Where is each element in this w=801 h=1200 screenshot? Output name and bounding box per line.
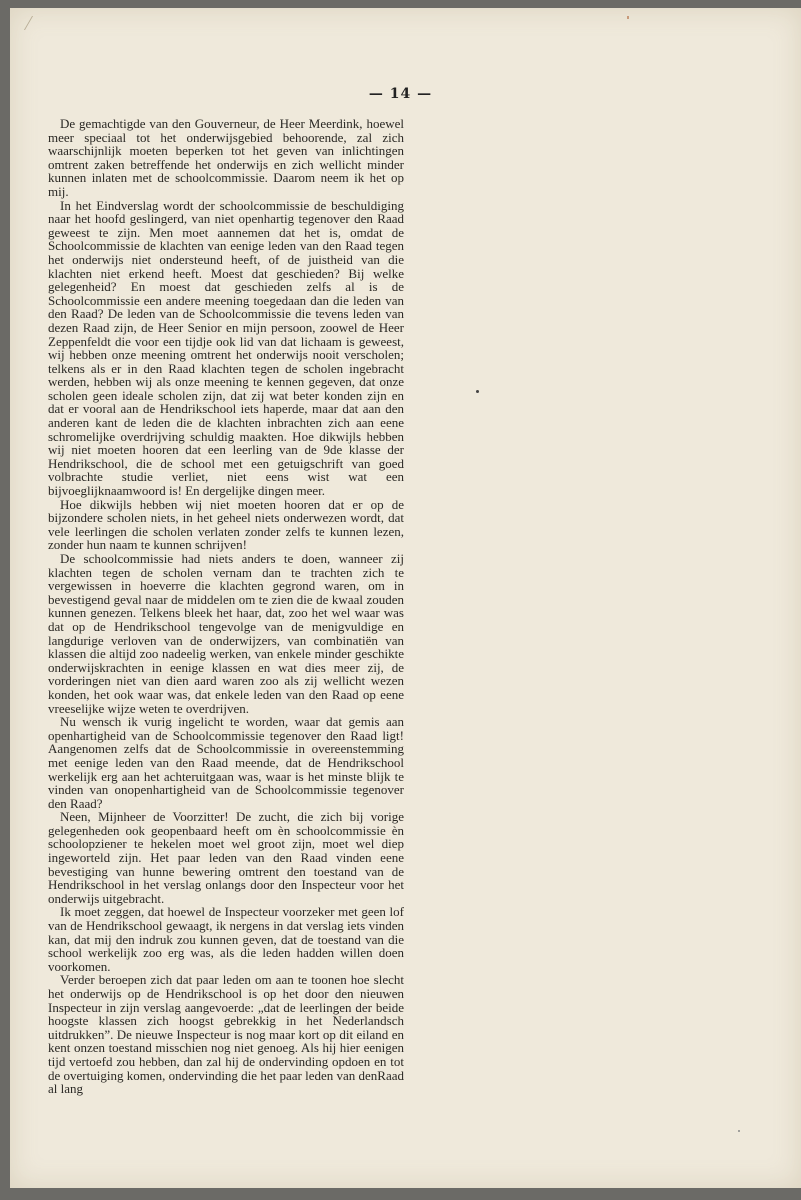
paragraph: Ik moet zeggen, dat hoewel de Inspecteur voorzeker met geen lof van de Hendrikschool gewaagt, ik nergens in dat verslag iets vinden kan, dat mij den indruk zou kunnen geven, dat de toestand van die school werkelijk zoo erg was, als die leden hadden willen doen voorkomen. <box>48 904 404 974</box>
paragraph: De gemachtigde van den Gouverneur, de Heer Meerdink, hoewel meer speciaal tot het onderwijsgebied behoorende, zal zich waarschijnlijk moeten beperken tot het geven van inlichtingen omtrent zaken betreffende het onderwijs en zich wellicht minder kunnen inlaten met de schoolcommissie. Daarom neem ik het op mij. <box>48 116 404 199</box>
paragraph: Hoe dikwijls hebben wij niet moeten hooren dat er op de bijzondere scholen niets, in het geheel niets onderwezen wordt, dat vele leerlingen die scholen verlaten zonder zelfs te kunnen lezen, zonder hun naam te kunnen schrijven! <box>48 496 404 553</box>
paragraph: Neen, Mijnheer de Voorzitter! De zucht, die zich bij vorige gelegenheden ook geopenbaard heeft om èn schoolcommissie èn schoolopziener te hekelen moet wel groot zijn, moet wel diep ingeworteld zijn. Het paar leden van den Raad vinden eene bevestiging van hunne bewering omtrent den toestand van de Hendrikschool in het verslag onlangs door den Inspecteur voor het onderwijs uitgebracht. <box>48 809 404 906</box>
paper-speck <box>476 390 479 393</box>
body-text <box>48 117 404 1096</box>
paper-speck <box>738 1130 740 1132</box>
paragraph: In het Eindverslag wordt der schoolcommissie de beschuldiging naar het hoofd geslingerd, van niet openhartig tegenover den Raad geweest te zijn. Men moet aannemen dat het is, omdat de Schoolcommissie de klachten van eenige leden van den Raad tegen het onderwijs niet ondersteund heeft, of de juistheid van die klachten niet erkend heeft. Moest dat geschieden? Bij welke gelegenheid? En moest dat geschieden zelfs al is de Schoolcommissie een andere meening toegedaan dan die leden van den Raad? De leden van de Schoolcommissie die tevens leden van dezen Raad zijn, de Heer Senior en mijn persoon, zoowel de Heer Zeppenfeldt die voor een tijdje ook lid van dat lichaam is geweest, wij hebben onze meening omtrent het onderwijs nooit verscholen; telkens als er in den Raad klachten tegen de scholen ingebracht werden, hebben wij als onze meening te kennen gegeven, dat onze scholen geen ideale scholen zijn, dat zij wat beter konden zijn en dat er vooral aan de Hendrikschool iets haperde, maar dat aan den anderen kant de leden die de klachten inbrachten zich aan eene schromelijke overdrijving schuldig maakten. Hoe dikwijls hebben wij niet moeten hooren dat een leerling van de 9de klasse der Hendrikschool, die de school met een getuigschrift van goed volbrachte studie verliet, niet eens wist wat een bijvoeglijknaamwoord is! En dergelijke dingen meer. <box>48 197 404 499</box>
paragraph: Nu wensch ik vurig ingelicht te worden, waar dat gemis aan openhartigheid van de Schoolcommissie tegenover den Raad ligt! Aangenomen zelfs dat de Schoolcommissie in overeenstemming met eenige leden van den Raad meende, dat de Hendrikschool werkelijk erg aan het achteruitgaan was, waar is het minste blijk te vinden van onopenhartigheid van de Schoolcommissie tegenover den Raad? <box>48 714 404 811</box>
corner-pencil-mark <box>24 16 43 30</box>
paragraph: De schoolcommissie had niets anders te doen, wanneer zij klachten tegen de scholen vernam dan te trachten zich te vergewissen in hoeverre die klachten gegrond waren, om in bevestigend geval naar de middelen om te zien die de kwaal zouden kunnen genezen. Telkens bleek het haar, dat, zoo het wel waar was dat op de Hendrikschool tengevolge van de menigvuldige en langdurige verloven van de onderwijzers, van combinatiën van klassen die altijd zoo nadeelig werken, van enkele minder geschikte onderwijskrachten in eenige klassen en wat dies meer zij, de vorderingen niet van dien aard waren zoo als zij wellicht wezen konden, het ook waar was, dat enkele leden van den Raad op eene vreeselijke wijze weten te overdrijven. <box>48 551 404 716</box>
paragraph: Verder beroepen zich dat paar leden om aan te toonen hoe slecht het onderwijs op de Hendrikschool is op het door den nieuwen Inspecteur in zijn verslag aangevoerde: „dat de leerlingen der beide hoogste klassen zich hoogst gebrekkig in het Nederlandsch uitdrukken”. De nieuwe Inspecteur is nog maar kort op dit eiland en kent onzen toestand misschien nog niet genoeg. Als hij hier eenigen tijd vertoefd zou hebben, dan zal hij de ondervinding opdoen en tot de overtuiging komen, ondervinding die het paar leden van denRaad al lang <box>48 972 404 1097</box>
paper-fleck <box>627 16 629 19</box>
page-number: — 14 — <box>368 86 433 102</box>
